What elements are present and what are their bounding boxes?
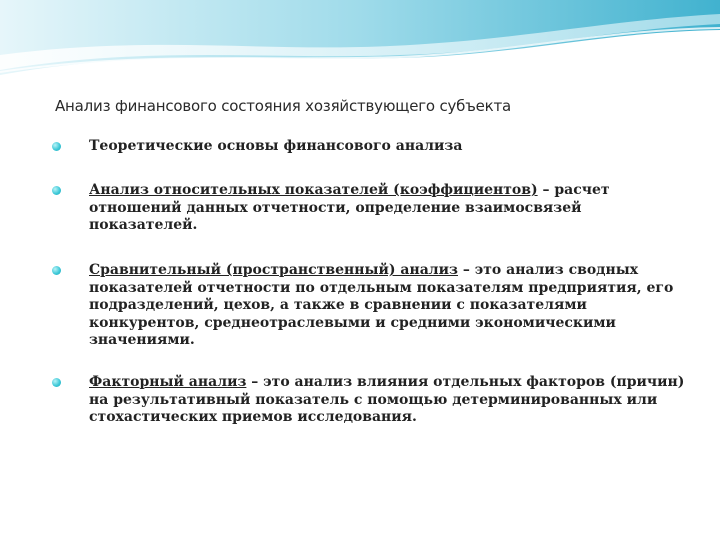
slide-title: Анализ финансового состояния хозяйствующего субъекта bbox=[55, 97, 512, 115]
bullet-description: – это анализ сводных показателей отчетности по отдельным показателям предприятия, его подразделений, цехов, а также в сравнении с показателями конкурентов, среднеотраслевыми и средними экономическими значениями. bbox=[89, 262, 674, 348]
bullet-term: Факторный анализ bbox=[89, 374, 247, 390]
bullet-text bbox=[89, 374, 693, 427]
bullet-description: – расчет отношений данных отчетности, определение взаимосвязей показателей. bbox=[89, 182, 610, 233]
bullet-text bbox=[89, 138, 693, 156]
bullet-dot-icon bbox=[52, 266, 61, 275]
bullet-dot-icon bbox=[52, 378, 61, 387]
bullet-term: Анализ относительных показателей (коэффициентов) bbox=[89, 182, 538, 198]
bullet-text bbox=[89, 182, 693, 235]
bullet-dot-icon bbox=[52, 186, 61, 195]
bullet-term: Сравнительный (пространственный) анализ bbox=[89, 262, 458, 278]
header-wave-decoration bbox=[0, 0, 720, 90]
bullet-text bbox=[89, 262, 693, 350]
bullet-dot-icon bbox=[52, 142, 61, 151]
bullet-description: – это анализ влияния отдельных факторов (причин) на результативный показатель с помощью детерминированных или стохастических приемов исследования. bbox=[89, 374, 685, 425]
bullet-description: Теоретические основы финансового анализа bbox=[89, 138, 463, 154]
